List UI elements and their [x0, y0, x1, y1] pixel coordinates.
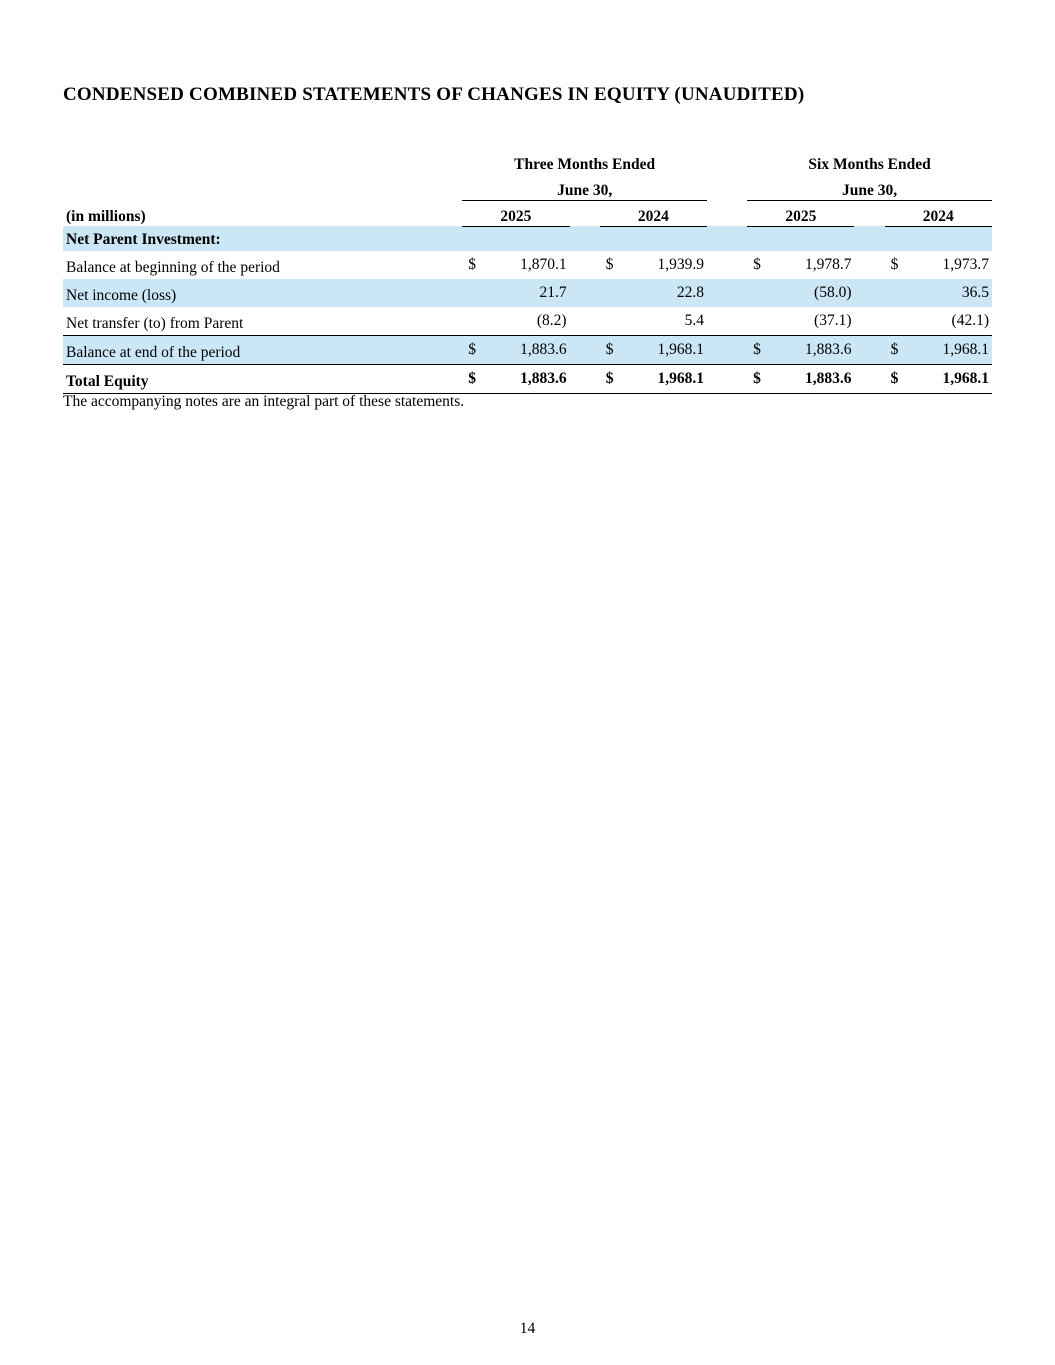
cell-value: 36.5	[961, 284, 989, 301]
cell	[462, 226, 569, 251]
table-row-balance-beginning	[63, 251, 992, 279]
cell	[600, 307, 707, 336]
cell-value: 21.7	[539, 284, 567, 301]
accompanying-notes-text: The accompanying notes are an integral part of these statements.	[63, 393, 465, 410]
cell	[600, 336, 707, 365]
dollar-sign: $	[468, 341, 477, 358]
cell	[462, 336, 569, 365]
cell	[885, 336, 992, 365]
cell	[600, 251, 707, 279]
dollar-sign: $	[890, 370, 899, 387]
cell-value: (8.2)	[536, 312, 567, 329]
cell	[747, 307, 854, 336]
page-number: 14	[519, 1320, 536, 1337]
cell-value: 5.4	[684, 312, 705, 329]
cell-value: 1,968.1	[942, 341, 989, 358]
year-header: 2024	[885, 200, 992, 226]
cell	[885, 226, 992, 251]
dollar-sign: $	[753, 370, 761, 387]
column-group-six-months: Six Months Ended	[808, 156, 931, 173]
cell-value: 1,978.7	[804, 256, 852, 273]
cell-value: 1,939.9	[657, 256, 705, 273]
dollar-sign: $	[605, 256, 614, 273]
table-row-net-parent-investment	[63, 226, 992, 251]
cell-value: 1,968.1	[657, 341, 705, 358]
table-row-total-equity	[63, 365, 992, 394]
table-row-net-income	[63, 279, 992, 307]
dollar-sign: $	[468, 256, 477, 273]
row-label: Net Parent Investment:	[63, 226, 462, 251]
cell	[600, 226, 707, 251]
cell	[462, 251, 569, 279]
cell-value: 22.8	[676, 284, 705, 301]
cell	[462, 365, 569, 394]
header-year-row	[63, 200, 992, 226]
row-label: Net income (loss)	[63, 279, 462, 307]
year-header: 2025	[747, 200, 854, 226]
row-label: Total Equity	[63, 365, 462, 394]
year-header: 2025	[462, 200, 569, 226]
cell-value: (42.1)	[951, 312, 989, 329]
table-row-balance-end	[63, 336, 992, 365]
cell	[462, 307, 569, 336]
cell	[462, 279, 569, 307]
row-label: Net transfer (to) from Parent	[66, 315, 244, 332]
cell	[885, 279, 992, 307]
dollar-sign: $	[753, 256, 761, 273]
cell-value: 1,968.1	[942, 370, 989, 387]
row-label: Balance at end of the period	[63, 336, 462, 365]
dollar-sign: $	[605, 341, 614, 358]
cell-value: 1,883.6	[804, 370, 852, 387]
cell-value: 1,883.6	[804, 341, 852, 358]
cell-value: 1,968.1	[657, 370, 705, 387]
cell	[747, 336, 854, 365]
cell	[747, 251, 854, 279]
cell-value: 1,883.6	[520, 370, 567, 387]
dollar-sign: $	[890, 256, 899, 273]
cell	[885, 251, 992, 279]
cell	[600, 365, 707, 394]
table-row-net-transfer	[63, 307, 992, 336]
dollar-sign: $	[753, 341, 761, 358]
changes-in-equity-table	[63, 148, 993, 394]
cell	[747, 365, 854, 394]
date-label-six-months: June 30,	[747, 174, 992, 200]
cell-value: 1,973.7	[942, 256, 989, 273]
cell-value: (37.1)	[814, 312, 852, 329]
page-title: CONDENSED COMBINED STATEMENTS OF CHANGES IN EQUITY (UNAUDITED)	[63, 84, 805, 105]
date-label-three-months: June 30,	[462, 174, 707, 200]
cell-value: 1,870.1	[520, 256, 567, 273]
cell-value: 1,883.6	[520, 341, 567, 358]
cell	[747, 279, 854, 307]
year-header: 2024	[600, 200, 707, 226]
in-millions-label: (in millions)	[66, 208, 146, 225]
cell	[885, 365, 992, 394]
statement-table	[63, 148, 992, 394]
header-group-row	[63, 148, 992, 174]
dollar-sign: $	[605, 370, 614, 387]
dollar-sign: $	[468, 370, 477, 387]
header-date-row	[63, 174, 992, 200]
cell	[747, 226, 854, 251]
cell-value: (58.0)	[814, 284, 852, 301]
row-label: Balance at beginning of the period	[66, 259, 280, 276]
dollar-sign: $	[890, 341, 899, 358]
column-group-three-months: Three Months Ended	[514, 156, 656, 173]
cell	[885, 307, 992, 336]
cell	[600, 279, 707, 307]
